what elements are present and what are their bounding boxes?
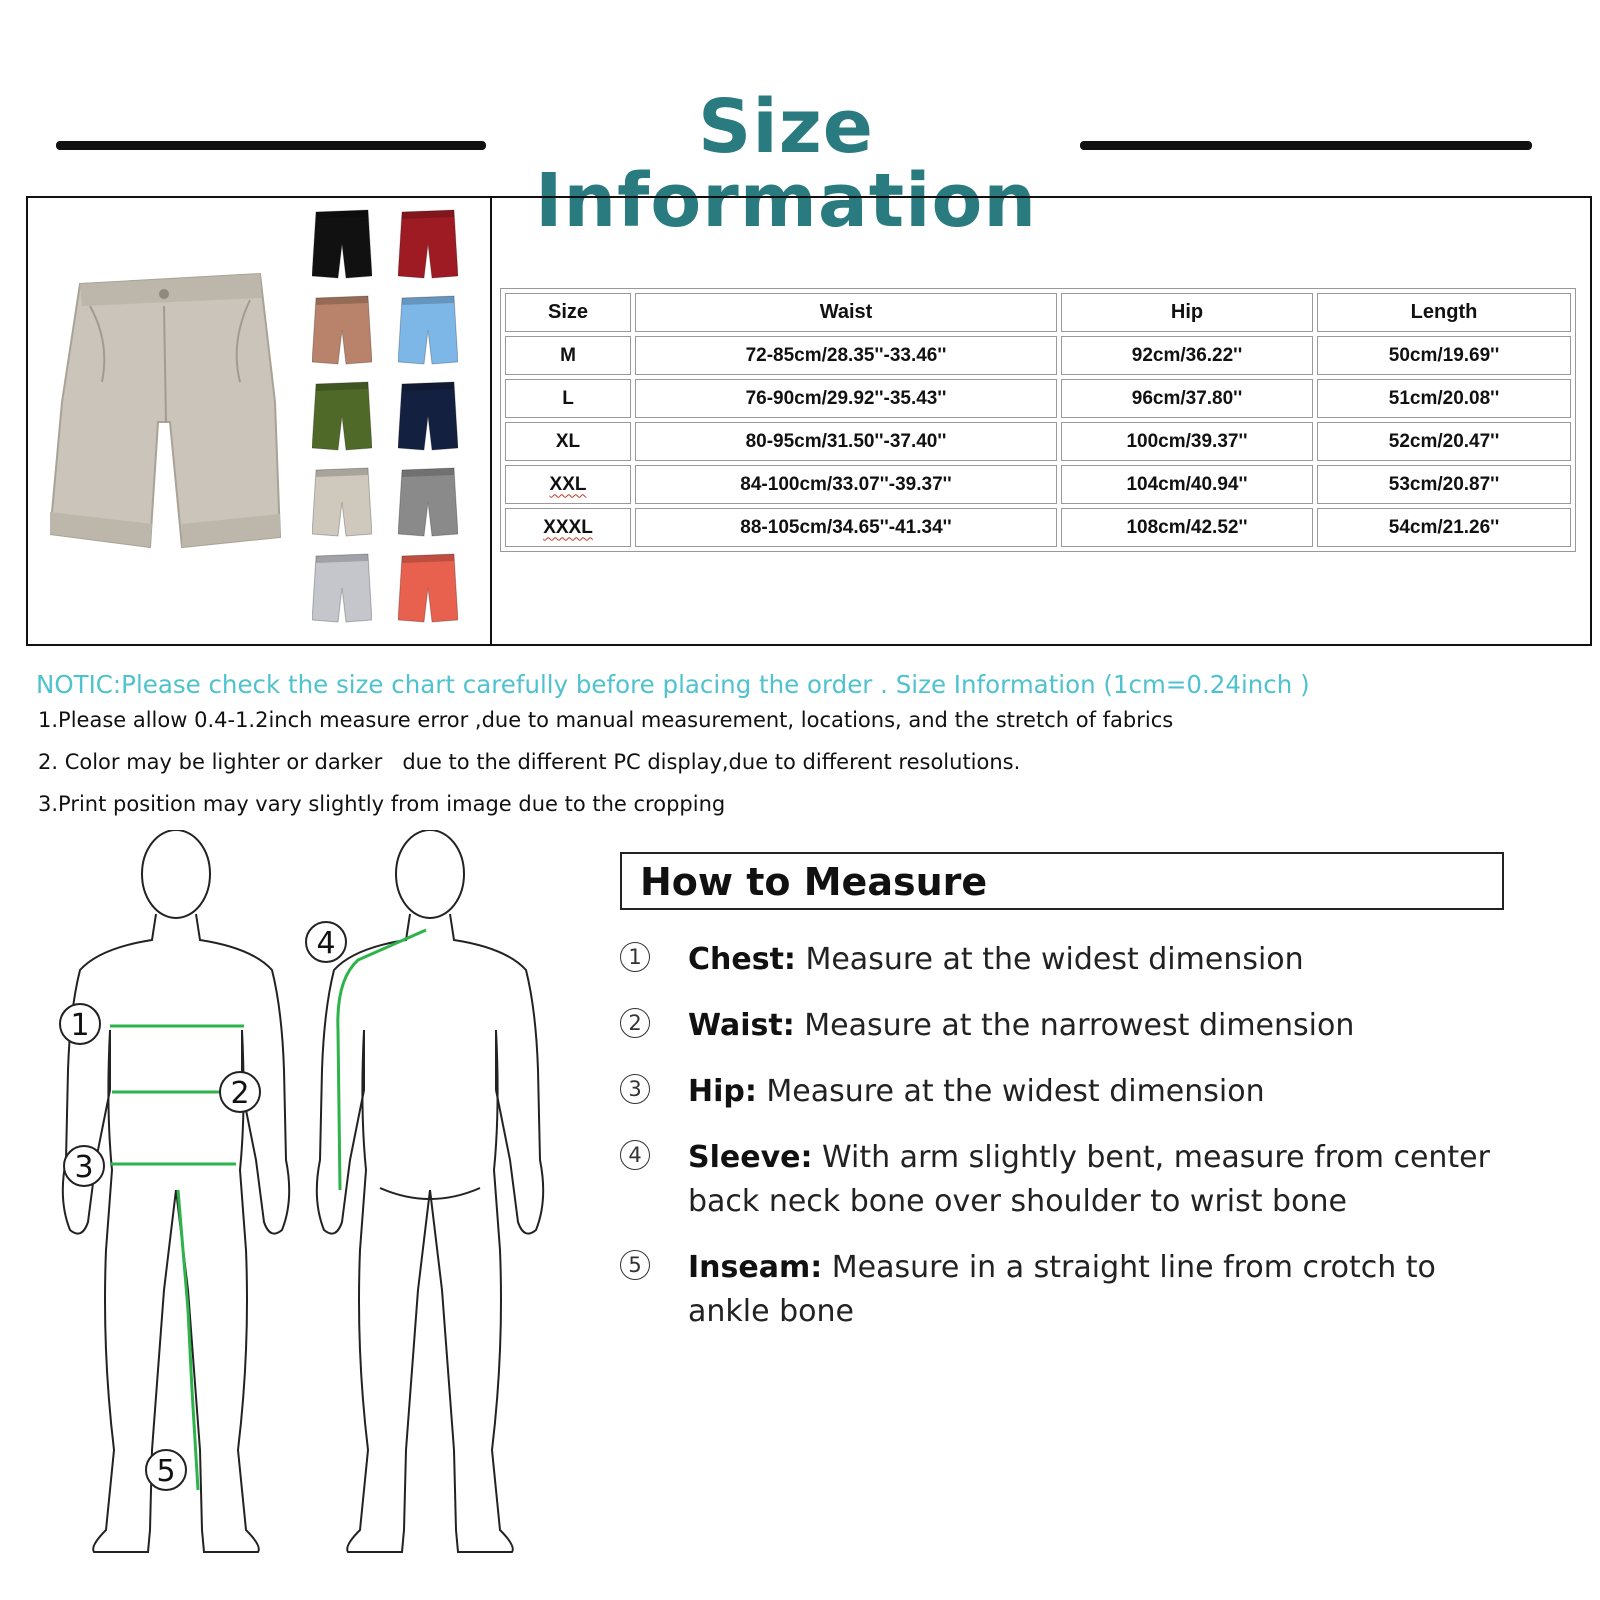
table-row <box>505 336 1571 375</box>
step-description: Measure at the widest dimension <box>766 1074 1265 1109</box>
step-description: With arm slightly bent, measure from center back neck bone over shoulder to wrist bone <box>688 1140 1490 1219</box>
length-cell: 53cm/20.87'' <box>1317 465 1571 504</box>
body-figures <box>40 830 580 1570</box>
front-figure <box>63 830 289 1552</box>
marker-2 <box>220 1072 260 1112</box>
svg-text:4: 4 <box>316 926 336 961</box>
size-cell: L <box>505 379 631 418</box>
step-description: Measure at the narrowest dimension <box>804 1008 1355 1043</box>
color-swatch-shorts <box>312 552 372 624</box>
notice-text: NOTIC:Please check the size chart carefully before placing the order . Size Information (1cm=0.24inch ) <box>36 670 1310 699</box>
step-number: 4 <box>620 1140 650 1170</box>
size-cell <box>505 465 631 504</box>
size-cell: XL <box>505 422 631 461</box>
size-cell <box>505 508 631 547</box>
hip-cell: 108cm/42.52'' <box>1061 508 1313 547</box>
step-number: 5 <box>620 1250 650 1280</box>
step-text <box>688 938 1518 982</box>
header-size: Size <box>505 293 631 332</box>
how-to-measure-title: How to Measure <box>640 860 988 904</box>
note-1: 1.Please allow 0.4-1.2inch measure error ,due to manual measurement, locations, and the stretch of fabrics <box>38 708 1174 732</box>
size-panel <box>26 196 1592 646</box>
how-to-measure-box <box>620 852 1504 910</box>
svg-text:1: 1 <box>70 1008 90 1043</box>
step-text <box>688 1136 1518 1224</box>
size-label: XXL <box>549 473 587 495</box>
step-number: 1 <box>620 942 650 972</box>
measure-lines <box>110 930 426 1490</box>
step-text <box>688 1070 1518 1114</box>
waist-cell: 76-90cm/29.92''-35.43'' <box>635 379 1057 418</box>
svg-text:5: 5 <box>156 1454 176 1489</box>
waist-cell: 84-100cm/33.07''-39.37'' <box>635 465 1057 504</box>
color-swatch-shorts <box>312 466 372 538</box>
color-swatch-shorts <box>312 294 372 366</box>
step-label: Hip: <box>688 1074 757 1109</box>
hip-cell: 104cm/40.94'' <box>1061 465 1313 504</box>
product-photo-cell <box>28 198 492 644</box>
step-text <box>688 1004 1518 1048</box>
step-description: Measure in a straight line from crotch to ankle bone <box>688 1250 1436 1329</box>
waist-cell: 80-95cm/31.50''-37.40'' <box>635 422 1057 461</box>
table-row <box>505 465 1571 504</box>
color-swatch-shorts <box>398 380 458 452</box>
note-2: 2. Color may be lighter or darker due to the different PC display,due to different resolutions. <box>38 750 1021 774</box>
svg-text:2: 2 <box>230 1076 250 1111</box>
size-label: XXXL <box>543 516 593 538</box>
waist-cell: 72-85cm/28.35''-33.46'' <box>635 336 1057 375</box>
color-swatch-shorts <box>312 208 372 280</box>
svg-text:3: 3 <box>74 1150 94 1185</box>
header-waist: Waist <box>635 293 1057 332</box>
length-cell: 54cm/21.26'' <box>1317 508 1571 547</box>
hip-cell: 96cm/37.80'' <box>1061 379 1313 418</box>
hip-cell: 100cm/39.37'' <box>1061 422 1313 461</box>
table-row <box>505 379 1571 418</box>
size-table-header-row <box>505 293 1571 332</box>
marker-5 <box>146 1450 186 1490</box>
main-shorts-image <box>50 272 290 562</box>
marker-3 <box>64 1146 104 1186</box>
size-cell: M <box>505 336 631 375</box>
color-swatch-shorts <box>398 466 458 538</box>
length-cell: 52cm/20.47'' <box>1317 422 1571 461</box>
page-title: Size Information <box>534 84 1038 244</box>
step-label: Waist: <box>688 1008 795 1043</box>
header-length: Length <box>1317 293 1571 332</box>
length-cell: 51cm/20.08'' <box>1317 379 1571 418</box>
step-label: Sleeve: <box>688 1140 813 1175</box>
color-swatch-shorts <box>398 294 458 366</box>
size-table-wrap <box>500 288 1576 552</box>
step-description: Measure at the widest dimension <box>805 942 1304 977</box>
note-3: 3.Print position may vary slightly from image due to the cropping <box>38 792 726 816</box>
title-rule-left <box>56 141 486 150</box>
back-figure <box>317 830 543 1552</box>
step-number: 3 <box>620 1074 650 1104</box>
title-rule-right <box>1080 141 1532 150</box>
step-number: 2 <box>620 1008 650 1038</box>
color-swatch-shorts <box>312 380 372 452</box>
color-swatch-shorts <box>398 552 458 624</box>
size-table <box>500 288 1576 552</box>
header-hip: Hip <box>1061 293 1313 332</box>
waist-cell: 88-105cm/34.65''-41.34'' <box>635 508 1057 547</box>
step-text <box>688 1246 1518 1334</box>
step-label: Chest: <box>688 942 796 977</box>
marker-4 <box>306 922 346 962</box>
marker-1 <box>60 1004 100 1044</box>
step-label: Inseam: <box>688 1250 823 1285</box>
table-row <box>505 508 1571 547</box>
color-swatch-shorts <box>398 208 458 280</box>
hip-cell: 92cm/36.22'' <box>1061 336 1313 375</box>
length-cell: 50cm/19.69'' <box>1317 336 1571 375</box>
table-row <box>505 422 1571 461</box>
